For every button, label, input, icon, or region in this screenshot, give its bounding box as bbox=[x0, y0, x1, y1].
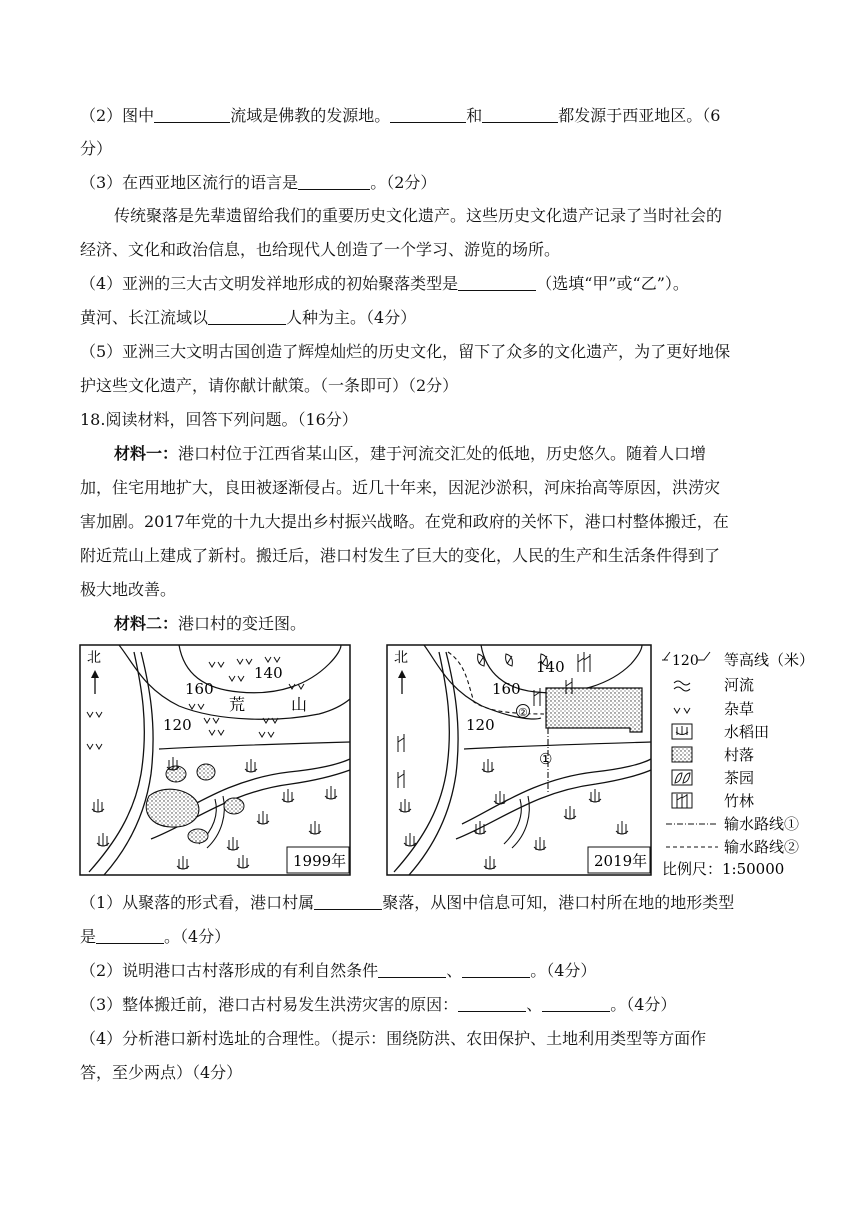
sq2-blank-2[interactable] bbox=[462, 961, 530, 978]
legend-scale: 比例尺：1:50000 bbox=[662, 860, 785, 878]
sq4-line2: 答，至少两点）（4分） bbox=[80, 1063, 243, 1082]
q4-line1 bbox=[80, 274, 689, 294]
sq2-text-b: 、 bbox=[446, 961, 463, 980]
map-1999-year: 1999年 bbox=[293, 852, 347, 870]
village-icon bbox=[672, 747, 692, 762]
new-village bbox=[546, 688, 642, 732]
q4-text-b: （选填“甲”或“乙”）。 bbox=[536, 274, 689, 293]
village-4 bbox=[224, 798, 244, 814]
q4-blank-1[interactable] bbox=[458, 274, 536, 291]
material2-line bbox=[114, 614, 306, 634]
q18-title: 18.阅读材料，回答下列问题。（16分） bbox=[80, 410, 358, 429]
legend-route1: 输水路线① bbox=[724, 815, 800, 833]
map-2019-label-140: 140 bbox=[536, 658, 565, 676]
sq1-text-c: 是 bbox=[80, 927, 97, 946]
passage-line1: 传统聚落是先辈遗留给我们的重要历史文化遗产。这些历史文化遗产记录了当时社会的 bbox=[114, 206, 723, 225]
sq2-line bbox=[80, 961, 596, 981]
material1-text1: 港口村位于江西省某山区，建于河流交汇处的低地，历史悠久。随着人口增 bbox=[178, 444, 707, 463]
sq4-line1: （4）分析港口新村选址的合理性。（提示：围绕防洪、农田保护、土地利用类型等方面作 bbox=[80, 1029, 707, 1048]
q2-text-b: 流域是佛教的发源地。 bbox=[230, 106, 391, 125]
q2-line1 bbox=[80, 106, 720, 126]
legend-contour-sample: 120 bbox=[672, 653, 699, 669]
material1-line3: 害加剧。2017年党的十九大提出乡村振兴战略。在党和政府的关怀下，港口村整体搬迁，在 bbox=[80, 512, 729, 531]
sq2-blank-1[interactable] bbox=[378, 961, 446, 978]
village-3 bbox=[197, 764, 215, 780]
sq1-text-d: 。（4分） bbox=[164, 927, 231, 946]
q2-text-a: （2）图中 bbox=[80, 106, 155, 125]
grass-icon bbox=[674, 708, 690, 713]
q4-text-d: 人种为主。（4分） bbox=[286, 308, 417, 327]
map-1999-label-120: 120 bbox=[163, 716, 192, 734]
q2-blank-1[interactable] bbox=[154, 106, 230, 123]
map-1999 bbox=[79, 644, 351, 876]
river-icon bbox=[674, 681, 690, 691]
village-main bbox=[146, 789, 199, 827]
map-1999-north: 北 bbox=[87, 650, 101, 666]
legend-route2: 输水路线② bbox=[724, 838, 800, 856]
legend-grass: 杂草 bbox=[724, 700, 755, 718]
q2-text-d: 都发源于西亚地区。（6 bbox=[558, 106, 721, 125]
sq3-text-a: （3）整体搬迁前，港口古村易发生洪涝灾害的原因： bbox=[80, 995, 459, 1014]
sq1-blank-2[interactable] bbox=[96, 927, 164, 944]
q3-text-b: 。（2分） bbox=[370, 173, 437, 192]
legend-river: 河流 bbox=[724, 676, 755, 694]
q2-blank-2[interactable] bbox=[390, 106, 466, 123]
map-2019 bbox=[386, 644, 652, 876]
legend-contour-tail bbox=[698, 652, 710, 660]
material1-label: 材料一： bbox=[114, 444, 179, 463]
q4-text-a: （4）亚洲的三大古文明发祥地形成的初始聚落类型是 bbox=[80, 274, 459, 293]
legend-paddy: 水稻田 bbox=[724, 723, 770, 741]
map-legend bbox=[660, 646, 860, 878]
sq2-text-c: 。（4分） bbox=[530, 961, 597, 980]
map-1999-label-160: 160 bbox=[185, 680, 214, 698]
q5-line1: （5）亚洲三大文明古国创造了辉煌灿烂的历史文化，留下了众多的文化遗产，为了更好地保 bbox=[80, 342, 731, 361]
legend-village: 村落 bbox=[724, 746, 755, 764]
map-1999-label-140: 140 bbox=[254, 664, 283, 682]
q2-text-c: 和 bbox=[466, 106, 483, 125]
legend-tea: 茶园 bbox=[724, 769, 755, 787]
map-2019-year: 2019年 bbox=[594, 852, 648, 870]
map-2019-route1: ① bbox=[539, 750, 553, 768]
material2-label: 材料二： bbox=[114, 614, 179, 633]
passage-line2: 经济、文化和政治信息，也给现代人创造了一个学习、游览的场所。 bbox=[80, 240, 561, 259]
material2-text: 港口村的变迁图。 bbox=[178, 614, 307, 633]
sq3-blank-1[interactable] bbox=[458, 995, 526, 1012]
q3-text-a: （3）在西亚地区流行的语言是 bbox=[80, 173, 299, 192]
q3-blank[interactable] bbox=[298, 173, 370, 190]
sq1-text-b: 聚落，从图中信息可知，港口村所在地的地形类型 bbox=[382, 893, 735, 912]
material1-line1 bbox=[114, 444, 706, 464]
sq1-blank-1[interactable] bbox=[314, 893, 382, 910]
material1-line5: 极大地改善。 bbox=[80, 580, 177, 599]
q5-line2: 护这些文化遗产，请你献计献策。（一条即可）（2分） bbox=[80, 376, 459, 395]
sq3-blank-2[interactable] bbox=[542, 995, 610, 1012]
map-2019-route2: ② bbox=[518, 706, 528, 719]
sq3-text-c: 。（4分） bbox=[610, 995, 677, 1014]
sq1-text-a: （1）从聚落的形式看，港口村属 bbox=[80, 893, 315, 912]
legend-bamboo: 竹林 bbox=[724, 792, 755, 810]
q2-line2: 分） bbox=[80, 139, 113, 158]
q4-blank-2[interactable] bbox=[208, 308, 286, 325]
q2-blank-3[interactable] bbox=[482, 106, 558, 123]
legend-contour-tick bbox=[662, 652, 670, 660]
map-1999-label-huang: 荒 bbox=[229, 695, 246, 714]
map-2019-label-120: 120 bbox=[466, 716, 495, 734]
sq1-line2 bbox=[80, 927, 230, 947]
sq3-text-b: 、 bbox=[526, 995, 543, 1014]
map-1999-label-shan: 山 bbox=[291, 695, 308, 714]
sq1-line1 bbox=[80, 893, 734, 913]
map-2019-north: 北 bbox=[394, 650, 408, 666]
village-5 bbox=[188, 829, 208, 843]
material1-line2: 加，住宅用地扩大，良田被逐渐侵占。近几十年来，因泥沙淤积，河床抬高等原因，洪涝灾 bbox=[80, 478, 721, 497]
sq2-text-a: （2）说明港口古村落形成的有利自然条件 bbox=[80, 961, 379, 980]
material1-line4: 附近荒山上建成了新村。搬迁后，港口村发生了巨大的变化，人民的生产和生活条件得到了 bbox=[80, 546, 721, 565]
q4-line2 bbox=[80, 308, 416, 328]
q3-line bbox=[80, 173, 436, 193]
map-2019-label-160: 160 bbox=[492, 680, 521, 698]
sq3-line bbox=[80, 995, 676, 1015]
legend-contour: 等高线（米） bbox=[724, 651, 815, 669]
q4-text-c: 黄河、长江流域以 bbox=[80, 308, 209, 327]
